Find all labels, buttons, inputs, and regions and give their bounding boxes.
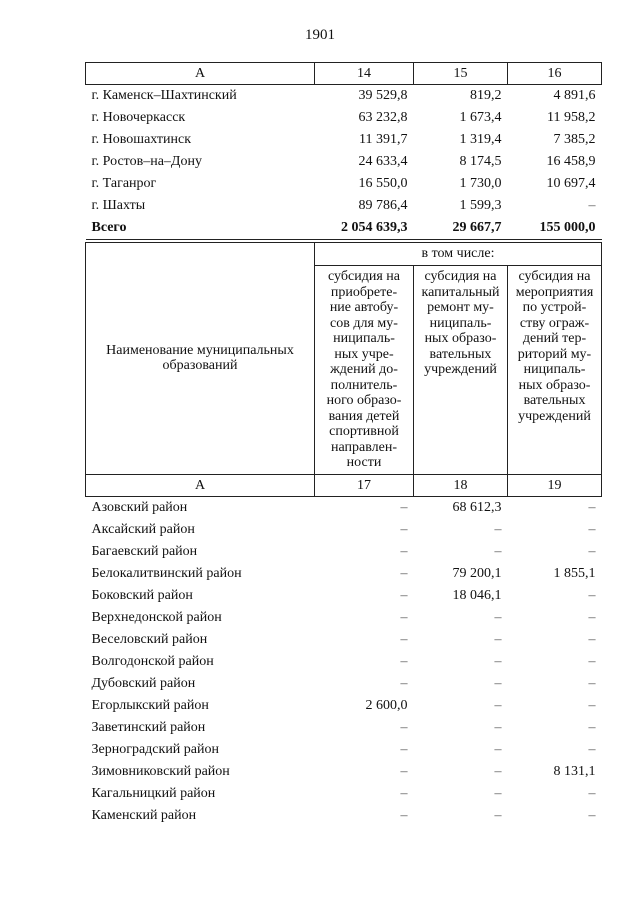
value-col-17: – xyxy=(400,807,408,823)
municipality-name: Зерноградский район xyxy=(91,741,219,757)
value-col-16: 7 385,2 xyxy=(553,132,596,147)
column-number-header-row xyxy=(86,474,602,496)
value-col-15: 8 174,5 xyxy=(459,154,502,169)
table-row xyxy=(86,195,602,217)
value-col-17: – xyxy=(400,653,408,669)
table-row xyxy=(86,563,602,585)
column-header-14: 14 xyxy=(315,63,414,85)
municipality-name: Кагальницкий район xyxy=(91,785,216,801)
table-row xyxy=(86,629,602,651)
subsidy-header-repair: субсидия на капитальный ремонт му- ниципаль- ных образо- вательных учреждений xyxy=(414,266,508,475)
municipality-name: Егорлыкский район xyxy=(91,697,209,713)
municipality-name: Заветинский район xyxy=(91,719,206,735)
value-col-14: 39 529,8 xyxy=(358,88,408,103)
municipality-name: Волгодонской район xyxy=(91,653,214,669)
value-col-15: 819,2 xyxy=(470,88,502,103)
value-col-15: 1 319,4 xyxy=(459,132,502,147)
value-col-18: 18 046,1 xyxy=(452,587,502,603)
table-row xyxy=(86,519,602,541)
value-col-14: 63 232,8 xyxy=(358,110,408,125)
municipality-name: Боковский район xyxy=(91,587,193,603)
table-row xyxy=(86,651,602,673)
value-col-19: 1 855,1 xyxy=(553,565,596,581)
value-col-16: 155 000,0 xyxy=(508,217,602,240)
municipality-name: Белокалитвинский район xyxy=(91,565,242,581)
value-col-17: – xyxy=(400,631,408,647)
municipality-name: Веселовский район xyxy=(91,631,208,647)
value-col-14: 24 633,4 xyxy=(358,154,408,169)
column-header-16: 16 xyxy=(508,63,602,85)
value-col-18: – xyxy=(494,741,502,757)
value-col-14: 2 054 639,3 xyxy=(315,217,414,240)
value-col-19: – xyxy=(588,631,596,647)
value-col-17: – xyxy=(400,565,408,581)
column-number-header-row xyxy=(86,63,602,85)
municipality-name: г. Каменск–Шахтинский xyxy=(91,88,237,103)
value-col-17: 2 600,0 xyxy=(365,697,408,713)
table-row xyxy=(86,107,602,129)
value-col-17: – xyxy=(400,609,408,625)
column-header-15: 15 xyxy=(414,63,508,85)
municipality-name: Азовский район xyxy=(91,499,188,515)
value-col-15: 1 730,0 xyxy=(459,176,502,191)
table-row xyxy=(86,541,602,563)
column-header-a: А xyxy=(86,474,315,496)
municipality-name: г. Ростов–на–Дону xyxy=(91,154,202,169)
municipality-name: г. Новошахтинск xyxy=(91,132,192,147)
value-col-17: – xyxy=(400,719,408,735)
value-col-17: – xyxy=(400,543,408,559)
subsidy-header-fencing: субсидия на мероприятия по устрой- ству ограж- дений тер- риторий му- ниципаль- ных образо- вательных учреждений xyxy=(508,266,602,475)
value-col-19: – xyxy=(588,675,596,691)
value-col-17: – xyxy=(400,741,408,757)
page-number: 1901 xyxy=(305,27,335,43)
value-col-17: – xyxy=(400,763,408,779)
table-row xyxy=(86,717,602,739)
value-col-18: – xyxy=(494,543,502,559)
value-col-18: – xyxy=(494,521,502,537)
column-header-18: 18 xyxy=(414,474,508,496)
value-col-16: 16 458,9 xyxy=(546,154,596,169)
value-col-18: – xyxy=(494,763,502,779)
value-col-18: – xyxy=(494,785,502,801)
municipality-name: г. Шахты xyxy=(91,198,146,213)
group-header-row xyxy=(86,243,602,266)
table-row xyxy=(86,805,602,827)
value-col-14: 16 550,0 xyxy=(358,176,408,191)
value-col-19: – xyxy=(588,785,596,801)
municipality-name: Каменский район xyxy=(91,807,197,823)
municipality-name: г. Новочеркасск xyxy=(91,110,186,125)
municipality-name: Зимовниковский район xyxy=(91,763,230,779)
value-col-18: – xyxy=(494,807,502,823)
municipality-name-header: Наименование муниципальных образований xyxy=(86,243,315,475)
table-row xyxy=(86,85,602,108)
value-col-19: 8 131,1 xyxy=(553,763,596,779)
value-col-18: – xyxy=(494,631,502,647)
table-row xyxy=(86,739,602,761)
value-col-18: – xyxy=(494,675,502,691)
value-col-19: – xyxy=(588,521,596,537)
table-row xyxy=(86,673,602,695)
value-col-18: 68 612,3 xyxy=(452,499,502,515)
value-col-16: 4 891,6 xyxy=(553,88,596,103)
value-col-15: 29 667,7 xyxy=(414,217,508,240)
municipality-name: Аксайский район xyxy=(91,521,195,537)
municipality-name: г. Таганрог xyxy=(91,176,157,191)
table-row xyxy=(86,607,602,629)
value-col-17: – xyxy=(400,587,408,603)
table-row xyxy=(86,129,602,151)
budget-table-top xyxy=(85,62,602,240)
table-row xyxy=(86,695,602,717)
value-col-18: – xyxy=(494,697,502,713)
value-col-17: – xyxy=(400,521,408,537)
municipality-name: Всего xyxy=(86,217,315,240)
value-col-17: – xyxy=(400,499,408,515)
column-header-a: А xyxy=(86,63,315,85)
subsidy-header-buses: субсидия на приобрете- ние автобу- сов для му- ниципаль- ных учре- ждений до- полнитель- ного образо- вания детей спортивной направлен- ности xyxy=(315,266,414,475)
value-col-16: 10 697,4 xyxy=(546,176,596,191)
value-col-14: 89 786,4 xyxy=(358,198,408,213)
value-col-16: – xyxy=(588,198,596,213)
table-row xyxy=(86,151,602,173)
value-col-17: – xyxy=(400,675,408,691)
value-col-19: – xyxy=(588,587,596,603)
table-row xyxy=(86,761,602,783)
table-row xyxy=(86,173,602,195)
value-col-19: – xyxy=(588,609,596,625)
value-col-14: 11 391,7 xyxy=(359,132,408,147)
value-col-19: – xyxy=(588,499,596,515)
value-col-19: – xyxy=(588,543,596,559)
value-col-19: – xyxy=(588,807,596,823)
value-col-15: 1 673,4 xyxy=(459,110,502,125)
budget-table-bottom xyxy=(85,242,602,827)
table-row xyxy=(86,585,602,607)
value-col-18: 79 200,1 xyxy=(452,565,502,581)
value-col-18: – xyxy=(494,653,502,669)
column-header-17: 17 xyxy=(315,474,414,496)
value-col-19: – xyxy=(588,653,596,669)
municipality-name: Дубовский район xyxy=(91,675,196,691)
total-row xyxy=(86,217,602,240)
value-col-15: 1 599,3 xyxy=(459,198,502,213)
value-col-18: – xyxy=(494,609,502,625)
municipality-name: Багаевский район xyxy=(91,543,198,559)
table-row xyxy=(86,496,602,519)
value-col-17: – xyxy=(400,785,408,801)
municipality-name: Верхнедонской район xyxy=(91,609,222,625)
table-row xyxy=(86,783,602,805)
value-col-19: – xyxy=(588,697,596,713)
value-col-19: – xyxy=(588,741,596,757)
value-col-19: – xyxy=(588,719,596,735)
column-header-19: 19 xyxy=(508,474,602,496)
including-group-header: в том числе: xyxy=(315,243,602,266)
value-col-18: – xyxy=(494,719,502,735)
value-col-16: 11 958,2 xyxy=(547,110,596,125)
